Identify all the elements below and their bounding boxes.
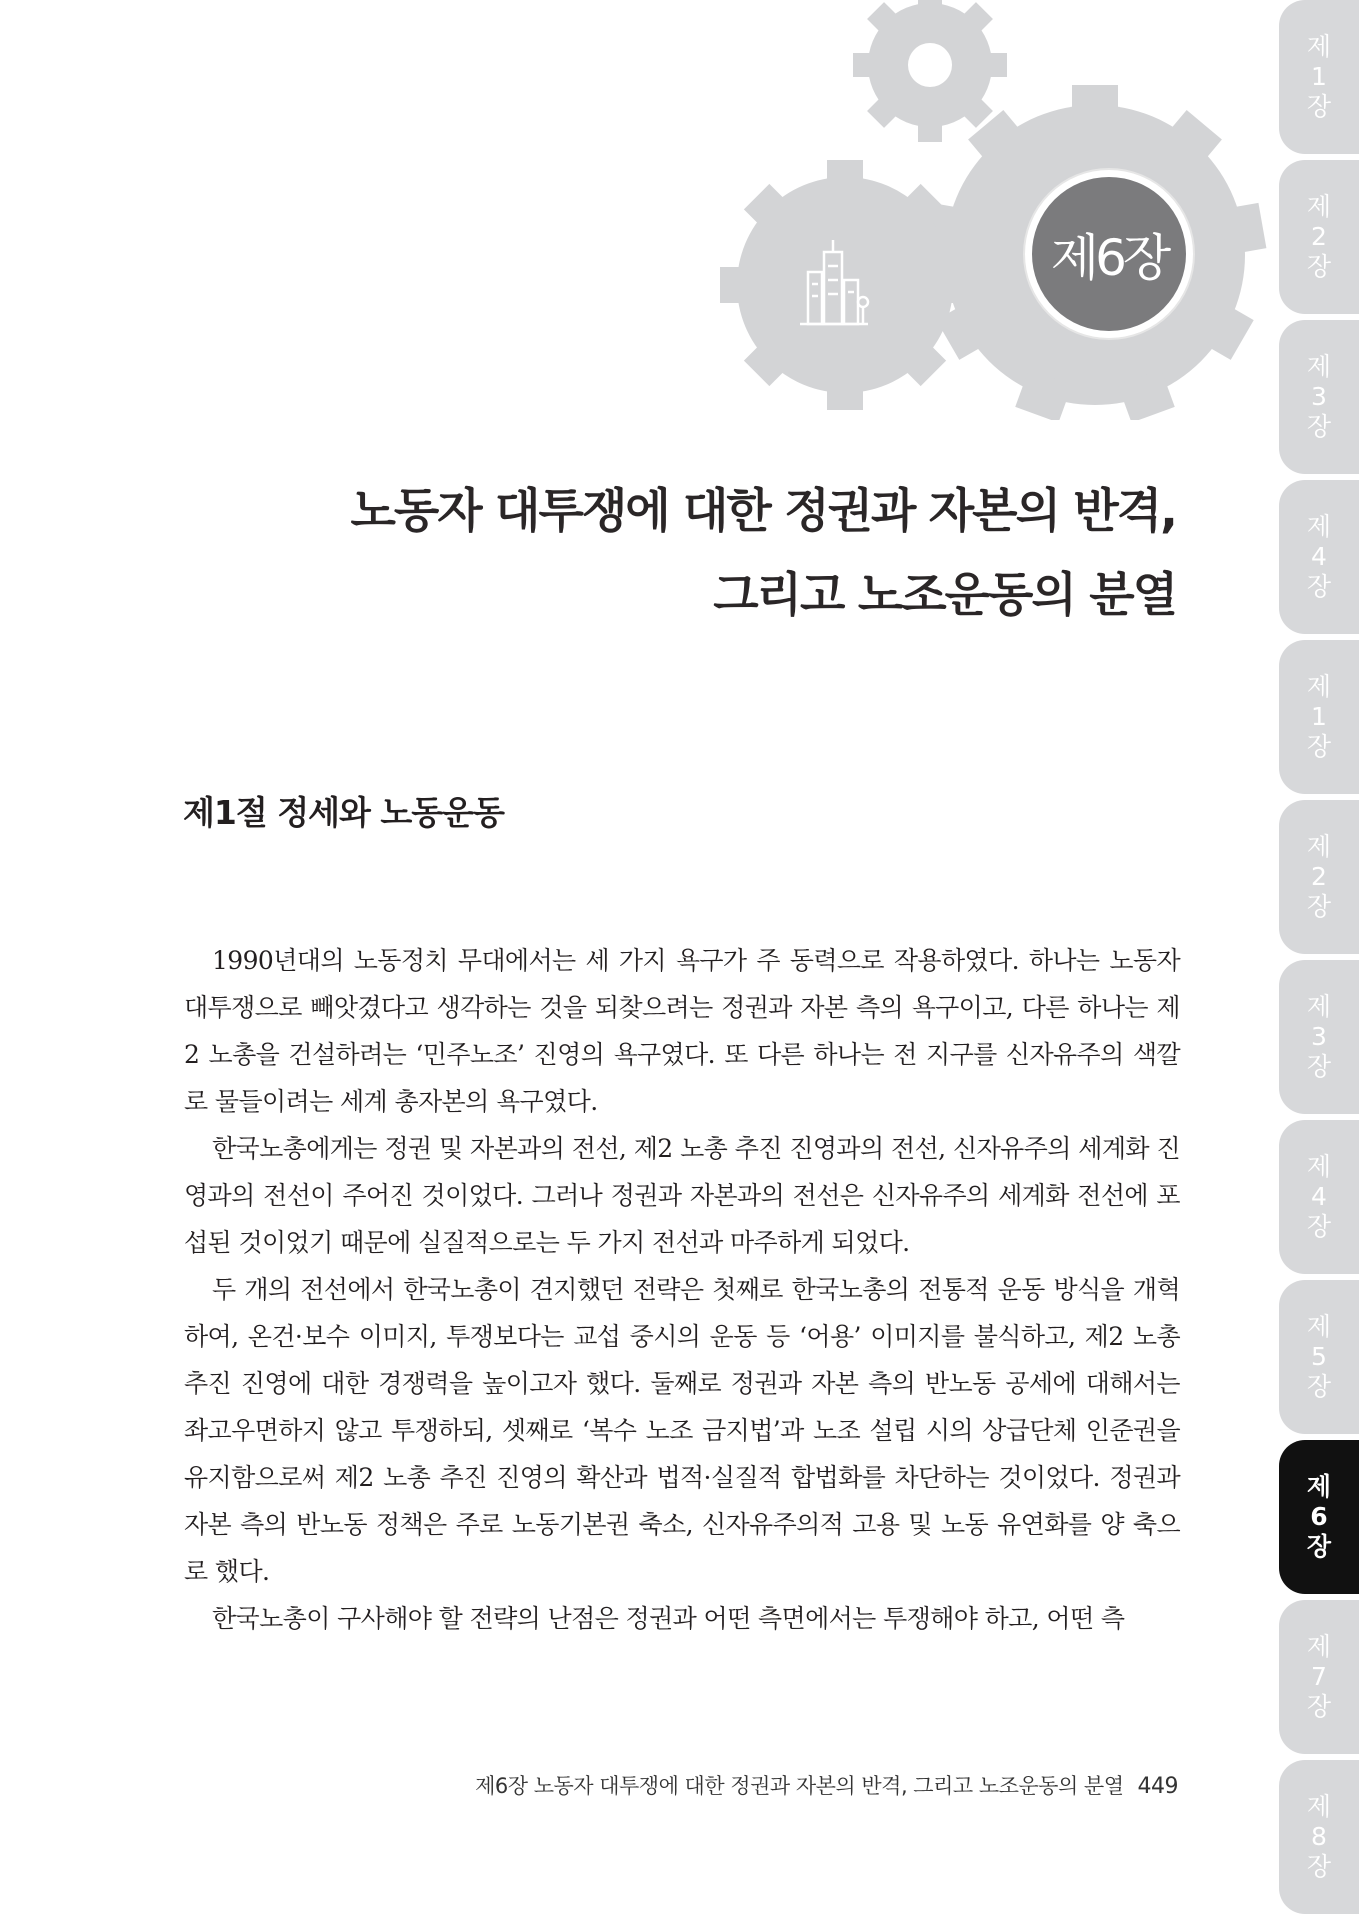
- chapter-title-line-1: 노동자 대투쟁에 대한 정권과 자본의 반격,: [350, 484, 1176, 539]
- chapter-title: [350, 470, 1176, 638]
- chapter-tab[interactable]: 제 4 장: [1279, 1120, 1359, 1274]
- body-text: [184, 937, 1180, 1642]
- running-footer: [475, 1770, 1178, 1800]
- chapter-tabs: [1279, 0, 1359, 1920]
- chapter-tab[interactable]: 제 1 장: [1279, 640, 1359, 794]
- chapter-tab-active[interactable]: 제 6 장: [1279, 1440, 1359, 1594]
- chapter-tab[interactable]: 제 4 장: [1279, 480, 1359, 634]
- chapter-tab[interactable]: 제 3 장: [1279, 960, 1359, 1114]
- chapter-tab[interactable]: 제 2 장: [1279, 160, 1359, 314]
- chapter-tab[interactable]: 제 7 장: [1279, 1600, 1359, 1754]
- chapter-tab[interactable]: 제 8 장: [1279, 1760, 1359, 1914]
- paragraph: 1990년대의 노동정치 무대에서는 세 가지 욕구가 주 동력으로 작용하였다. 하나는 노동자 대투쟁으로 빼앗겼다고 생각하는 것을 되찾으려는 정권과 자본 측의 욕구이고, 다른 하나는 제2 노총을 건설하려는 ‘민주노조’ 진영의 욕구였다. 또 다른 하나는 전 지구를 신자유주의 색깔로 물들이려는 세계 총자본의 욕구였다.: [184, 946, 1180, 1116]
- chapter-tab[interactable]: 제 1 장: [1279, 0, 1359, 154]
- page-number: 449: [1137, 1774, 1178, 1799]
- paragraph: 한국노총이 구사해야 할 전략의 난점은 정권과 어떤 측면에서는 투쟁해야 하고, 어떤 측: [212, 1604, 1125, 1633]
- paragraph: 한국노총에게는 정권 및 자본과의 전선, 제2 노총 추진 진영과의 전선, 신자유주의 세계화 진영과의 전선이 주어진 것이었다. 그러나 정권과 자본과의 전선은 신자유주의 세계화 전선에 포섭된 것이었기 때문에 실질적으로는 두 가지 전선과 마주하게 되었다.: [184, 1134, 1180, 1257]
- section-title: 제1절 정세와 노동운동: [183, 793, 504, 832]
- chapter-tab[interactable]: 제 3 장: [1279, 320, 1359, 474]
- chapter-badge: 제6장: [1025, 170, 1193, 338]
- paragraph: 두 개의 전선에서 한국노총이 견지했던 전략은 첫째로 한국노총의 전통적 운동 방식을 개혁하여, 온건·보수 이미지, 투쟁보다는 교섭 중시의 운동 등 ‘어용’ 이미지를 불식하고, 제2 노총 추진 진영에 대한 경쟁력을 높이고자 했다. 둘째로 정권과 자본 측의 반노동 공세에 대해서는 좌고우면하지 않고 투쟁하되, 셋째로 ‘복수 노조 금지법’과 노조 설립 시의 상급단체 인준권을 유지함으로써 제2 노총 추진 진영의 확산과 법적·실질적 합법화를 차단하는 것이었다. 정권과 자본 측의 반노동 정책은 주로 노동기본권 축소, 신자유주의적 고용 및 노동 유연화를 양 축으로 했다.: [184, 1275, 1180, 1586]
- chapter-tab[interactable]: 제 5 장: [1279, 1280, 1359, 1434]
- running-title: 제6장 노동자 대투쟁에 대한 정권과 자본의 반격, 그리고 노조운동의 분열: [475, 1774, 1124, 1798]
- chapter-title-line-2: 그리고 노조운동의 분열: [713, 568, 1176, 623]
- chapter-tab[interactable]: 제 2 장: [1279, 800, 1359, 954]
